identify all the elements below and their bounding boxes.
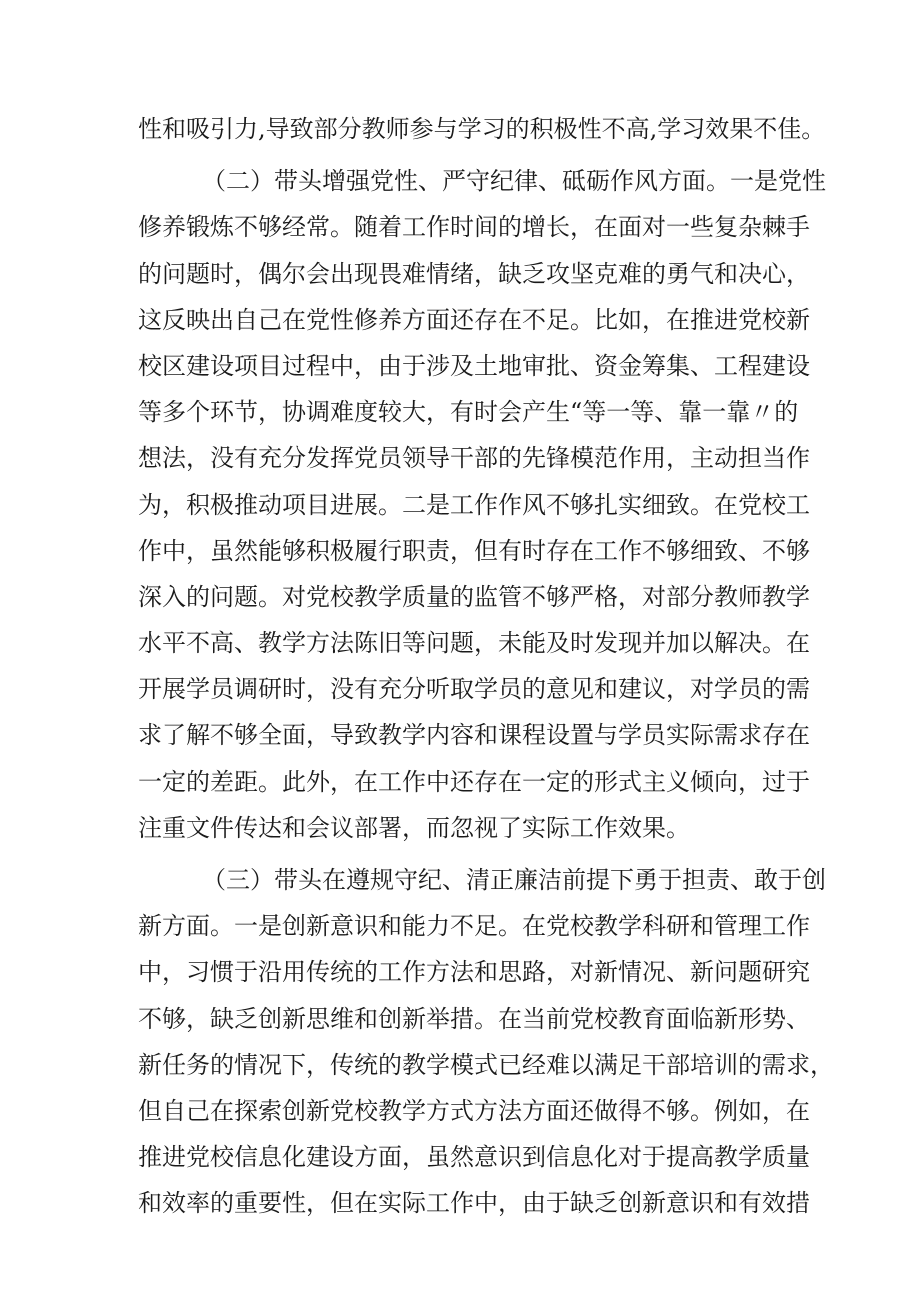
- text-line: 和效率的重要性，但在实际工作中，由于缺乏创新意识和有效措: [138, 1189, 810, 1218]
- document-body: [138, 106, 834, 1227]
- text-line: 水平不高、教学方法陈旧等问题，未能及时发现并加以解决。在: [138, 629, 810, 658]
- text-line: 新方面。一是创新意识和能力不足。在党校教学科研和管理工作: [138, 912, 810, 941]
- text-line: 作中，虽然能够积极履行职责，但有时存在工作不够细致、不够: [138, 536, 810, 565]
- text-line: 求了解不够全面，导致教学内容和课程设置与学员实际需求存在: [138, 721, 810, 750]
- paragraph-section-two: [138, 158, 826, 851]
- text-line: 等多个环节，协调难度较大，有时会产生“等一等、靠一靠〃的: [138, 398, 799, 427]
- paragraph-section-three: [138, 857, 834, 1227]
- text-line: 开展学员调研时，没有充分听取学员的意见和建议，对学员的需: [138, 675, 810, 704]
- text-line: 校区建设项目过程中，由于涉及土地审批、资金筹集、工程建设: [138, 351, 810, 380]
- text-line: 这反映出自己在党性修养方面还存在不足。比如，在推进党校新: [138, 305, 810, 334]
- text-line: 一定的差距。此外，在工作中还存在一定的形式主义倾向，过于: [138, 767, 810, 796]
- text-line: 为，积极推动项目进展。二是工作作风不够扎实细致。在党校工: [138, 490, 810, 519]
- text-line: 性和吸引力,导致部分教师参与学习的积极性不高,学习效果不佳。: [138, 115, 826, 143]
- text-line: 推进党校信息化建设方面，虽然意识到信息化对于提高教学质量: [138, 1143, 810, 1172]
- text-line: 想法，没有充分发挥党员领导干部的先锋模范作用，主动担当作: [138, 444, 810, 473]
- text-line: 但自己在探索创新党校教学方式方法方面还做得不够。例如，在: [138, 1096, 810, 1125]
- text-line: 修养锻炼不够经常。随着工作时间的增长，在面对一些复杂棘手: [138, 213, 810, 242]
- paragraph-continuation: [138, 106, 826, 152]
- text-line: （二）带头增强党性、严守纪律、砥砺作风方面。一是党性: [202, 167, 826, 196]
- text-line: 深入的问题。对党校教学质量的监管不够严格，对部分教师教学: [138, 582, 810, 611]
- text-line: 不够，缺乏创新思维和创新举措。在当前党校教育面临新形势、: [138, 1004, 810, 1033]
- text-line: 注重文件传达和会议部署，而忽视了实际工作效果。: [138, 813, 690, 842]
- text-line: （三）带头在遵规守纪、清正廉洁前提下勇于担责、敢于创: [202, 866, 826, 894]
- text-line: 新任务的情况下，传统的教学模式已经难以满足干部培训的需求，: [138, 1050, 834, 1079]
- text-line: 中，习惯于沿用传统的工作方法和思路，对新情况、新问题研究: [138, 958, 810, 987]
- text-line: 的问题时，偶尔会出现畏难情绪，缺乏攻坚克难的勇气和决心，: [138, 259, 810, 288]
